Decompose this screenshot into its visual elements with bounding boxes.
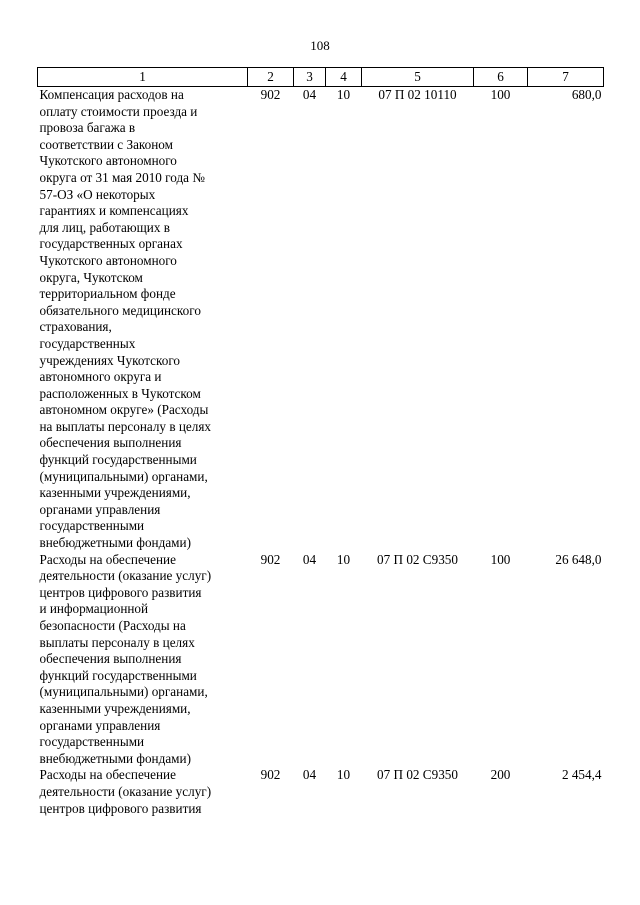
description-line: округа, Чукотском bbox=[39, 269, 143, 285]
description-line: центров цифрового развития bbox=[39, 800, 202, 816]
target-article-code: 07 П 02 С9350 bbox=[377, 767, 458, 783]
description-line: государственными bbox=[39, 518, 145, 534]
subsection-code: 10 bbox=[336, 551, 351, 567]
column-header-row bbox=[38, 68, 604, 87]
description-line: территориальном фонде bbox=[39, 286, 176, 302]
subsection-code: 10 bbox=[336, 767, 351, 783]
row-description bbox=[38, 87, 248, 552]
table-body bbox=[38, 87, 604, 818]
column-header: 4 bbox=[326, 68, 362, 87]
description-line: и информационной bbox=[39, 601, 149, 617]
description-line: 57-ОЗ «О некоторых bbox=[39, 186, 156, 202]
description-line: округа от 31 мая 2010 года № bbox=[39, 169, 205, 185]
expense-type-code: 100 bbox=[490, 551, 511, 567]
section-code: 04 bbox=[302, 551, 317, 567]
subsection-code: 10 bbox=[336, 87, 351, 102]
description-line: (муниципальными) органами, bbox=[39, 684, 208, 700]
description-line: обязательного медицинского bbox=[39, 302, 201, 318]
description-line: деятельности (оказание услуг) bbox=[39, 783, 212, 799]
description-line: центров цифрового развития bbox=[39, 584, 202, 600]
expense-type-code: 100 bbox=[490, 87, 511, 102]
amount-value: 680,0 bbox=[571, 87, 602, 102]
table-row bbox=[38, 87, 604, 552]
description-line: оплату стоимости проезда и bbox=[39, 103, 198, 119]
amount-value: 26 648,0 bbox=[555, 551, 602, 567]
column-header: 7 bbox=[528, 68, 604, 87]
description-line: безопасности (Расходы на bbox=[39, 618, 186, 633]
description-line: государственных органах bbox=[39, 236, 183, 252]
description-line: обеспечения выполнения bbox=[39, 651, 182, 667]
description-line: внебюджетными фондами) bbox=[39, 750, 191, 766]
page-number: 108 bbox=[310, 38, 330, 53]
description-line: обеспечения выполнения bbox=[39, 435, 182, 451]
description-line: (муниципальными) органами, bbox=[39, 468, 208, 484]
description-line: выплаты персоналу в целях bbox=[39, 634, 195, 650]
column-header: 2 bbox=[248, 68, 294, 87]
description-line: провоза багажа в bbox=[39, 120, 136, 136]
ministry-code: 902 bbox=[260, 87, 281, 102]
column-header: 5 bbox=[362, 68, 474, 87]
description-line: деятельности (оказание услуг) bbox=[39, 568, 212, 584]
amount-value: 2 454,4 bbox=[561, 767, 602, 783]
section-code: 04 bbox=[302, 87, 317, 102]
description-line: казенными учреждениями, bbox=[39, 700, 191, 716]
description-line: органами управления bbox=[39, 717, 161, 733]
description-line: Чукотского автономного bbox=[39, 252, 177, 268]
row-description bbox=[38, 552, 248, 768]
description-line: для лиц, работающих в bbox=[39, 219, 170, 235]
description-line: на выплаты персоналу в целях bbox=[39, 418, 211, 434]
description-line: учреждениях Чукотского bbox=[39, 352, 181, 368]
column-header: 6 bbox=[474, 68, 528, 87]
description-line: функций государственными bbox=[39, 452, 197, 468]
row-description bbox=[38, 767, 248, 817]
description-line: автономного округа и bbox=[39, 369, 162, 385]
expense-type-code: 200 bbox=[490, 767, 511, 783]
description-line: гарантиях и компенсациях bbox=[39, 203, 189, 219]
target-article-code: 07 П 02 С9350 bbox=[377, 551, 458, 567]
description-line: Компенсация расходов на bbox=[39, 87, 184, 102]
description-line: страхования, bbox=[39, 319, 112, 335]
ministry-code: 902 bbox=[260, 551, 281, 567]
section-code: 04 bbox=[302, 767, 317, 783]
ministry-code: 902 bbox=[260, 767, 281, 783]
description-line: государственными bbox=[39, 734, 145, 750]
description-line: Чукотского автономного bbox=[39, 153, 177, 169]
description-line: внебюджетными фондами) bbox=[39, 535, 191, 551]
target-article-code: 07 П 02 10110 bbox=[378, 87, 457, 102]
table-row bbox=[38, 767, 604, 817]
description-line: органами управления bbox=[39, 501, 161, 517]
table-row bbox=[38, 552, 604, 768]
description-line: Расходы на обеспечение bbox=[39, 767, 176, 783]
column-header: 1 bbox=[38, 68, 248, 87]
description-line: расположенных в Чукотском bbox=[39, 385, 201, 401]
description-line: казенными учреждениями, bbox=[39, 485, 191, 501]
description-line: автономном округе» (Расходы bbox=[39, 402, 209, 418]
description-line: Расходы на обеспечение bbox=[39, 551, 176, 567]
description-line: функций государственными bbox=[39, 667, 197, 683]
column-header: 3 bbox=[294, 68, 326, 87]
description-line: соответствии с Законом bbox=[39, 136, 173, 152]
description-line: государственных bbox=[39, 335, 136, 351]
budget-table bbox=[37, 67, 604, 817]
